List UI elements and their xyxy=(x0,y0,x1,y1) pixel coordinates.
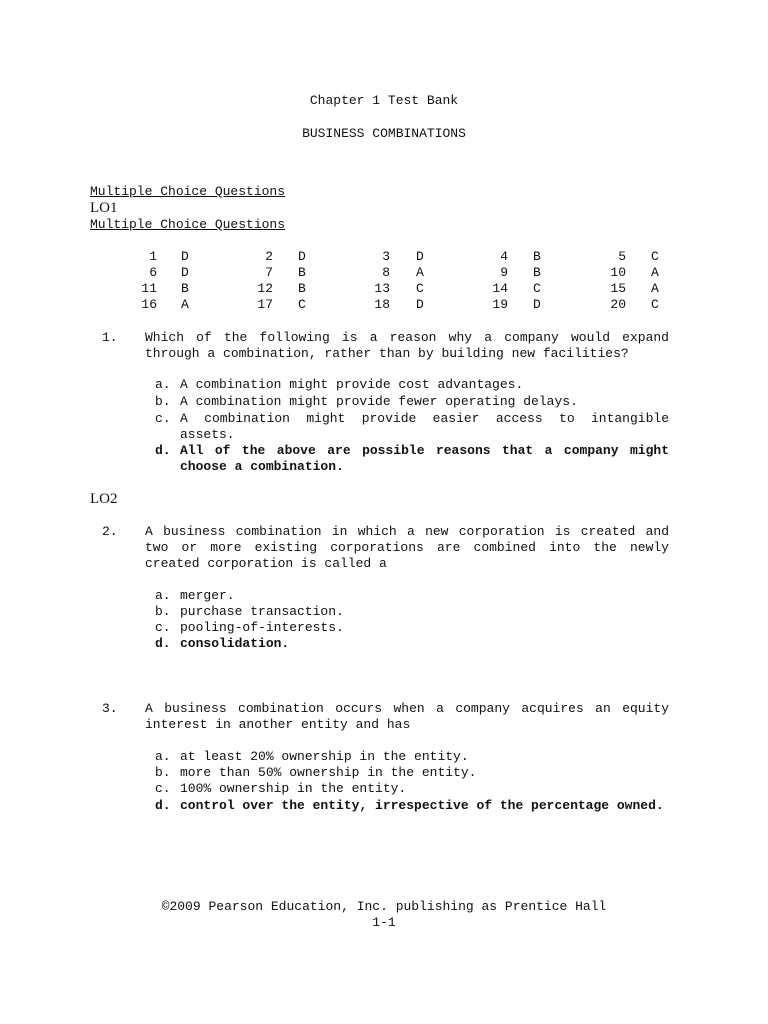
page-number: 1-1 xyxy=(372,915,396,930)
answer-key-number: 17 xyxy=(257,297,273,312)
answer-key-number: 16 xyxy=(141,297,157,312)
answer-key-letter: D xyxy=(298,249,306,264)
answer-key-letter: B xyxy=(298,265,306,280)
learning-objective-label: LO2 xyxy=(90,491,118,507)
answer-key-number: 11 xyxy=(141,281,157,296)
answer-key-number: 8 xyxy=(382,265,390,280)
option-letter-correct: d. xyxy=(155,443,171,458)
chapter-title: Chapter 1 Test Bank xyxy=(309,93,459,108)
copyright-notice: ©2009 Pearson Education, Inc. publishing as Prentice Hall xyxy=(161,899,607,914)
option-letter: c. xyxy=(155,411,171,426)
answer-key-number: 18 xyxy=(374,297,390,312)
answer-key-letter: C xyxy=(533,281,541,296)
option-text: A combination might provide fewer operating delays. xyxy=(180,394,578,409)
answer-key-letter: D xyxy=(416,297,424,312)
answer-key-number: 19 xyxy=(492,297,508,312)
option-text-correct: All of the above are possible reasons that a company might choose a combination. xyxy=(180,443,669,474)
answer-key-letter: B xyxy=(298,281,306,296)
option-letter: b. xyxy=(155,604,171,619)
question-number: 2. xyxy=(102,524,118,539)
answer-key-letter: B xyxy=(181,281,189,296)
option-text: A combination might provide cost advantages. xyxy=(180,377,524,392)
answer-key-letter: A xyxy=(651,281,659,296)
answer-key-number: 13 xyxy=(374,281,390,296)
option-text: pooling-of-interests. xyxy=(180,620,344,635)
answer-key-letter: A xyxy=(181,297,189,312)
question-number: 3. xyxy=(102,701,118,716)
option-text-correct: control over the entity, irrespective of the percentage owned. xyxy=(180,798,664,813)
option-letter: a. xyxy=(155,749,171,764)
question-text: A business combination occurs when a company acquires an equity interest in another entity and has xyxy=(145,701,669,732)
answer-key-letter: D xyxy=(181,265,189,280)
section-heading: Multiple Choice Questions xyxy=(90,217,286,232)
answer-key-letter: A xyxy=(416,265,424,280)
answer-key-letter: C xyxy=(298,297,306,312)
option-letter: c. xyxy=(155,781,171,796)
answer-key-letter: C xyxy=(416,281,424,296)
answer-key-number: 2 xyxy=(265,249,273,264)
option-text: A combination might provide easier access to intangible assets. xyxy=(180,411,669,442)
option-letter-correct: d. xyxy=(155,798,171,813)
answer-key-number: 4 xyxy=(500,249,508,264)
answer-key-letter: A xyxy=(651,265,659,280)
section-heading: Multiple Choice Questions xyxy=(90,184,286,199)
answer-key-number: 14 xyxy=(492,281,508,296)
option-letter: a. xyxy=(155,377,171,392)
option-text: 100% ownership in the entity. xyxy=(180,781,407,796)
answer-key-letter: B xyxy=(533,249,541,264)
option-text-correct: consolidation. xyxy=(180,636,290,651)
option-text: purchase transaction. xyxy=(180,604,344,619)
answer-key-letter: C xyxy=(651,249,659,264)
answer-key-number: 3 xyxy=(382,249,390,264)
answer-key-number: 6 xyxy=(149,265,157,280)
answer-key-number: 5 xyxy=(618,249,626,264)
answer-key-letter: C xyxy=(651,297,659,312)
learning-objective-label: LO1 xyxy=(90,200,118,216)
answer-key-letter: D xyxy=(533,297,541,312)
answer-key-number: 7 xyxy=(265,265,273,280)
question-text: A business combination in which a new corporation is created and two or more existing corporations are combined into the newly created corporation is called a xyxy=(145,524,669,571)
answer-key-number: 9 xyxy=(500,265,508,280)
answer-key-number: 1 xyxy=(149,249,157,264)
option-letter: b. xyxy=(155,765,171,780)
answer-key-number: 15 xyxy=(610,281,626,296)
option-letter: c. xyxy=(155,620,171,635)
option-text: more than 50% ownership in the entity. xyxy=(180,765,477,780)
answer-key-number: 20 xyxy=(610,297,626,312)
option-letter: a. xyxy=(155,588,171,603)
answer-key-letter: D xyxy=(181,249,189,264)
option-letter-correct: d. xyxy=(155,636,171,651)
question-number: 1. xyxy=(102,330,118,345)
answer-key-number: 10 xyxy=(610,265,626,280)
subject-title: BUSINESS COMBINATIONS xyxy=(302,126,466,141)
answer-key-letter: D xyxy=(416,249,424,264)
option-text: at least 20% ownership in the entity. xyxy=(180,749,469,764)
option-letter: b. xyxy=(155,394,171,409)
answer-key-number: 12 xyxy=(257,281,273,296)
question-text: Which of the following is a reason why a company would expand through a combination, rather than by building new facilities? xyxy=(145,330,669,361)
option-text: merger. xyxy=(180,588,235,603)
answer-key-letter: B xyxy=(533,265,541,280)
